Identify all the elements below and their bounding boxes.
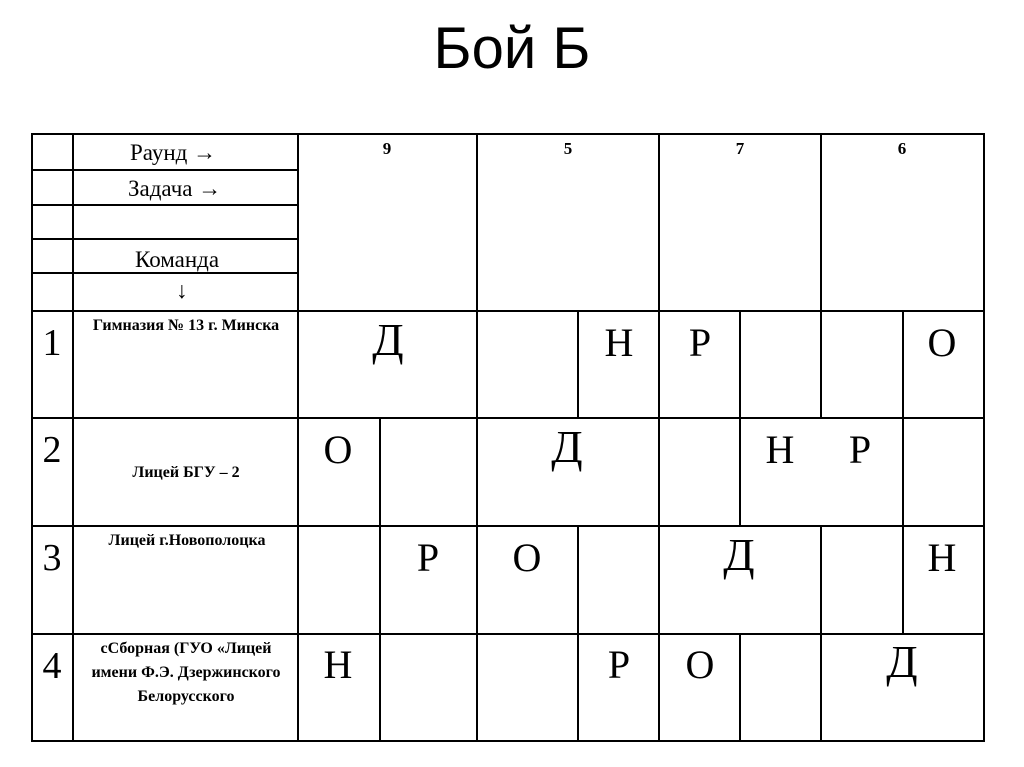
divider bbox=[739, 633, 741, 742]
role-cell: Н bbox=[927, 535, 957, 580]
divider bbox=[902, 310, 904, 419]
divider bbox=[31, 310, 985, 312]
round-number-3: 7 bbox=[735, 139, 745, 158]
divider bbox=[820, 133, 822, 313]
divider bbox=[902, 525, 904, 635]
divider bbox=[820, 310, 822, 419]
role-cell: Д bbox=[723, 529, 755, 580]
round-number-4: 6 bbox=[897, 139, 907, 158]
team-down-arrow-icon: ↓ bbox=[176, 278, 188, 303]
team-number-4: 4 bbox=[42, 645, 62, 687]
role-cell: О bbox=[323, 427, 353, 472]
divider bbox=[739, 417, 741, 527]
team-name-1: Гимназия № 13 г. Минска bbox=[92, 317, 280, 334]
divider bbox=[476, 133, 478, 313]
role-cell: Д bbox=[372, 314, 404, 365]
divider bbox=[476, 633, 478, 742]
team-number-2: 2 bbox=[42, 429, 62, 471]
divider bbox=[31, 169, 299, 171]
team-name-3: Лицей г.Новополоцка bbox=[108, 532, 266, 549]
divider bbox=[379, 633, 381, 742]
divider bbox=[476, 310, 478, 419]
slide-title: Бой Б bbox=[433, 16, 591, 81]
divider bbox=[31, 417, 985, 419]
round-label: Раунд → bbox=[130, 140, 217, 165]
table-border-bottom bbox=[31, 740, 985, 742]
divider bbox=[31, 633, 985, 635]
role-cell: О bbox=[685, 642, 715, 687]
role-cell: Н bbox=[323, 642, 353, 687]
team-number-3: 3 bbox=[42, 537, 62, 579]
role-cell: Р bbox=[848, 427, 872, 472]
team-name-2: Лицей БГУ – 2 bbox=[132, 464, 240, 481]
table-border-top bbox=[31, 133, 985, 135]
divider bbox=[379, 417, 381, 527]
divider bbox=[476, 525, 478, 635]
divider bbox=[577, 310, 579, 419]
divider bbox=[297, 133, 299, 742]
divider bbox=[31, 238, 299, 240]
round-number-2: 5 bbox=[563, 139, 573, 158]
divider bbox=[31, 204, 299, 206]
divider bbox=[739, 310, 741, 419]
role-cell: О bbox=[927, 320, 957, 365]
divider bbox=[72, 133, 74, 742]
divider bbox=[902, 417, 904, 527]
role-cell: О bbox=[512, 535, 542, 580]
table-border-right bbox=[983, 133, 985, 742]
divider bbox=[476, 417, 478, 527]
role-cell: Р bbox=[416, 535, 440, 580]
divider bbox=[658, 133, 660, 742]
divider bbox=[31, 525, 985, 527]
task-label: Задача → bbox=[128, 176, 222, 201]
role-cell: Д bbox=[551, 421, 583, 472]
divider bbox=[577, 633, 579, 742]
divider bbox=[577, 525, 579, 635]
round-number-1: 9 bbox=[382, 139, 392, 158]
role-cell: Д bbox=[886, 636, 918, 687]
team-name-4: сСборная (ГУО «Лицей имени Ф.Э. Дзержинского Белорусского bbox=[91, 640, 281, 705]
role-cell: Р bbox=[688, 320, 712, 365]
team-number-1: 1 bbox=[42, 322, 62, 364]
role-cell: Н bbox=[765, 427, 795, 472]
role-cell: Р bbox=[607, 642, 631, 687]
role-cell: Н bbox=[604, 320, 634, 365]
team-label: Команда bbox=[135, 247, 220, 272]
divider bbox=[379, 525, 381, 635]
divider bbox=[820, 525, 822, 635]
divider bbox=[820, 633, 822, 742]
